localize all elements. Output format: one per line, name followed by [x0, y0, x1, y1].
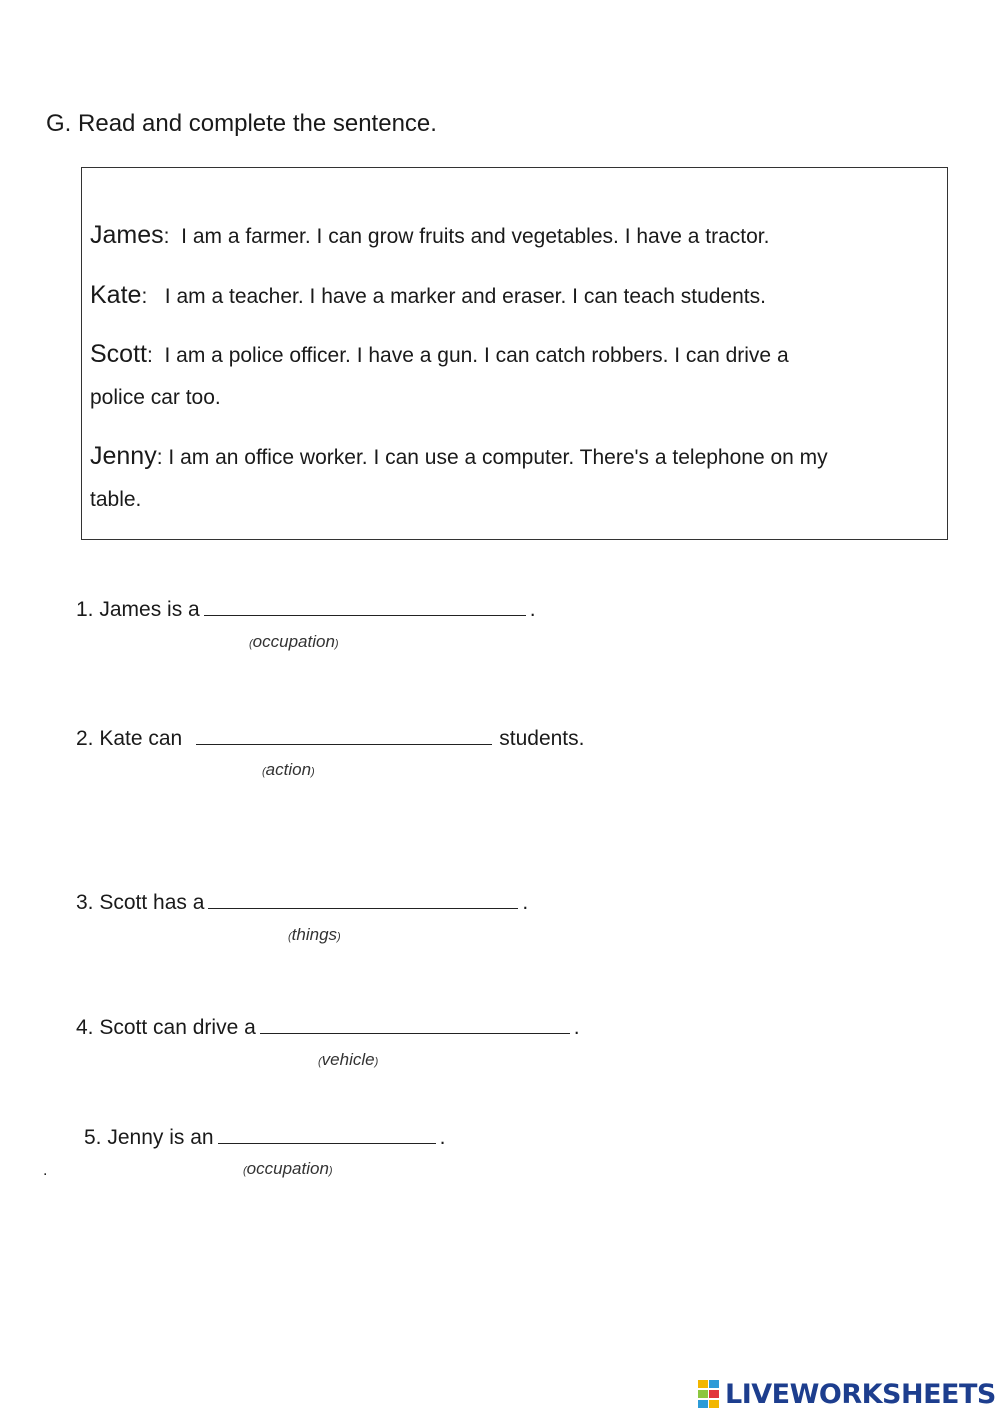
question-5: 5. Jenny is an .: [84, 1126, 446, 1149]
question-text: 1. James is a: [76, 598, 200, 621]
heading-prefix: G.: [46, 110, 72, 137]
question-3: 3. Scott has a .: [76, 891, 529, 914]
passage-line-scott: Scott: I am a police officer. I have a gun. I can catch robbers. I can drive a: [90, 340, 789, 368]
hint-4: (vehicle): [318, 1050, 379, 1069]
worksheet-heading: [46, 110, 437, 138]
liveworksheets-logo: [697, 1378, 996, 1410]
brand-name: LIVEWORKSHEETS: [725, 1378, 996, 1410]
answer-blank-2[interactable]: [196, 726, 492, 745]
question-2: 2. Kate can students.: [76, 727, 585, 750]
passage-text: I am a farmer. I can grow fruits and vegetables. I have a tractor.: [181, 225, 770, 248]
question-1: 1. James is a .: [76, 598, 536, 621]
answer-blank-1[interactable]: [204, 597, 526, 616]
passage-text: I am a teacher. I have a marker and eraser. I can teach students.: [164, 285, 766, 308]
passage-text: I am a police officer. I have a gun. I can catch robbers. I can drive a: [164, 344, 789, 367]
stray-dot: .: [43, 1162, 48, 1179]
speaker-name: Kate: [90, 281, 142, 309]
question-text: 5. Jenny is an: [84, 1126, 214, 1149]
passage-line-jenny-cont: table.: [90, 488, 142, 511]
answer-blank-3[interactable]: [208, 890, 518, 909]
question-text: 2. Kate can: [76, 727, 183, 750]
hint-5: (occupation): [243, 1159, 333, 1178]
liveworksheets-logo-icon: [697, 1379, 721, 1409]
hint-1: (occupation): [249, 632, 339, 651]
passage-line-kate: Kate: I am a teacher. I have a marker and eraser. I can teach students.: [90, 281, 766, 309]
hint-3: (things): [288, 925, 341, 944]
heading-text: Read and complete the sentence.: [78, 110, 437, 137]
question-text: 3. Scott has a: [76, 891, 205, 914]
speaker-name: Scott: [90, 340, 147, 368]
answer-blank-5[interactable]: [218, 1125, 436, 1144]
speaker-name: Jenny: [90, 442, 157, 470]
speaker-name: James: [90, 221, 164, 249]
passage-line-james: James: I am a farmer. I can grow fruits and vegetables. I have a tractor.: [90, 221, 770, 249]
answer-blank-4[interactable]: [260, 1015, 570, 1034]
passage-line-jenny: Jenny: I am an office worker. I can use a computer. There's a telephone on my: [90, 442, 828, 470]
question-text: 4. Scott can drive a: [76, 1016, 256, 1039]
hint-2: (action): [262, 760, 315, 779]
passage-line-scott-cont: police car too.: [90, 386, 221, 409]
passage-text: I am an office worker. I can use a computer. There's a telephone on my: [168, 446, 828, 469]
question-4: 4. Scott can drive a .: [76, 1016, 580, 1039]
